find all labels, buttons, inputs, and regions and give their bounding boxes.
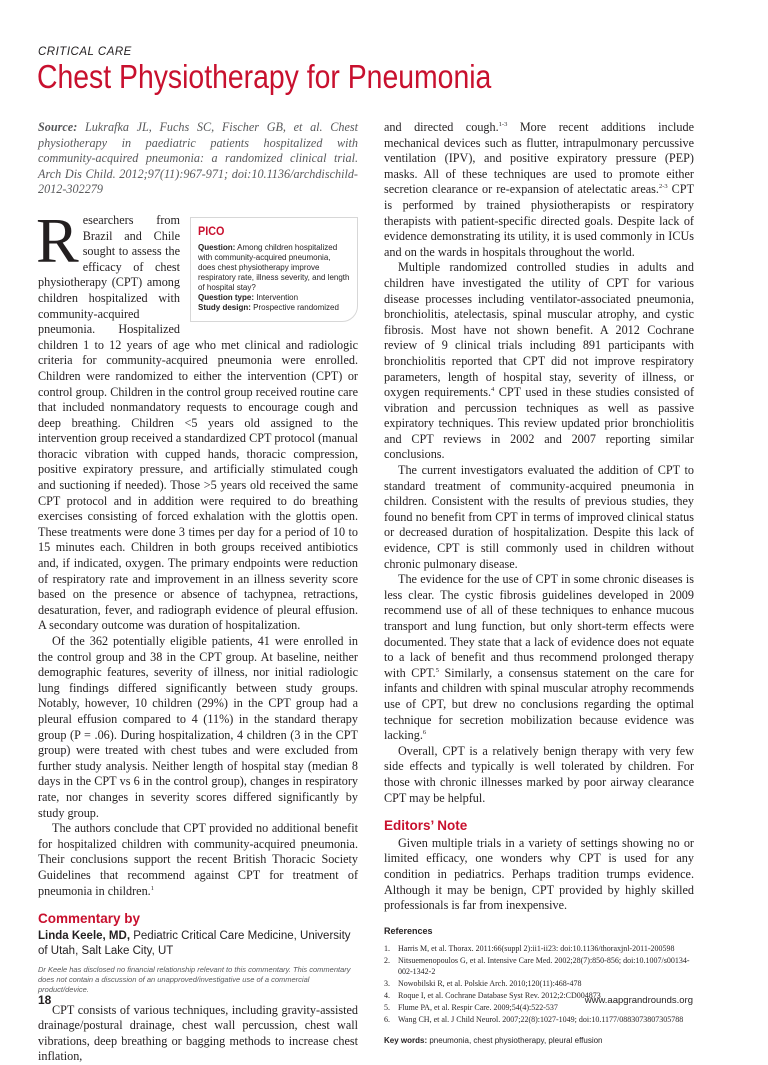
pico-design-label: Study design: — [198, 302, 251, 312]
drop-cap: R — [36, 204, 79, 276]
commentary-author-line — [38, 929, 358, 959]
pico-question-text: Among children hospitalized with community-acquired pneumonia, does chest physiotherapy improve respiratory rate, illness severity, and length of hospital stay? — [198, 242, 350, 292]
references-heading: References — [384, 925, 433, 936]
footer-url: www.aapgrandrounds.org — [584, 995, 693, 1006]
reference-number: 2. — [384, 956, 390, 966]
pico-title: PICO — [198, 223, 225, 238]
commentary-paragraph-4 — [384, 572, 694, 744]
reference-marker: 6 — [422, 729, 427, 737]
article-title: Chest Physiotherapy for Pneumonia — [37, 58, 492, 95]
commentary-paragraph-5: Overall, CPT is a relatively benign therapy with very few side effects and typically is well tolerated by children. For those with chronic illnesses marked by poor airway clearance CPT may be helpful. — [384, 743, 694, 805]
commentary-paragraph-1: CPT consists of various techniques, including gravity-assisted drainage/postural drainage, chest wall percussion, chest wall vibrations, deep breathing or bagging methods to increase chest inflation, — [38, 1002, 358, 1064]
commentary-paragraph-2 — [384, 260, 694, 463]
reference-number: 5. — [384, 1003, 390, 1013]
commentary-p4-text: The evidence for the use of CPT in some chronic diseases is less clear. The cystic fibrosis guidelines developed in 2009 recommend use of all of these techniques to enhance mucous transport and lung function, but only short-term effects were documented. They state that a lack of evidence does not equate to a lack of benefit and thus recommend prolonged therapy with CPT. — [384, 572, 694, 680]
commentary-heading: Commentary by — [38, 911, 141, 927]
article-paragraph-1-text: esearchers from Brazil and Chile sought to assess the efficacy of chest physiotherapy (CPT) among children hospitalized with community-acquired pneumonia. Hospitalized children 1 to 12 years of age who met clinical and radiologic criteria for community-acquired pneumonia were enrolled. Children were randomized to either the intervention (CPT) or control group. Children in the control group received routine care that included nonmandatory requests to encourage cough and deep breathing. Children <5 years old assigned to the intervention group received a standardized CPT protocol (manual thoracic vibration with cupped hands, thoracic compression, positive expiratory pressure, and artificially stimulated cough and suctioning if needed). Those >5 years old received the same CPT protocol and in addition were required to do breathing exercises consisting of forced exhalation with the glottis open. These treatments were done 3 times per day for a period of 10 to 15 minutes each. Children in both groups received antibiotics and, if indicated, oxygen. The primary endpoints were reduction of respiratory rate and improvement in an illness severity score based on the presence or absence of tachypnea, retractions, desaturation, fever, and radiograph evidence of pleural effusion. A secondary outcome was duration of hospitalization. — [38, 212, 358, 633]
disclosure: Dr Keele has disclosed no financial relationship relevant to this commentary. This commentary does not contain a discussion of an unapproved/investigative use of a commercial product/device. — [38, 964, 351, 994]
reference-marker: 2-3 — [658, 183, 668, 191]
reference-text: Flume PA, et al. Respir Care. 2009;54(4):522-537 — [398, 1003, 558, 1013]
reference-text: Nitsuemenopoulos G, et al. Intensive Care Med. 2002;28(7):850-856; doi:10.1007/s00134-002-1342-2 — [398, 956, 690, 977]
commentary-p1-end: CPT is performed by trained physiotherapists or respiratory therapists with patient-specific directed goals. Despite lack of evidence demonstrating its utility, it is used commonly in ICUs and on the wards in hospitals throughout the world. — [384, 182, 695, 259]
pico-type-label: Question type: — [198, 292, 255, 302]
page-number: 18 — [38, 993, 52, 1007]
commentary-paragraph-1-cont — [384, 120, 694, 260]
editors-note-heading: Editors’ Note — [384, 818, 468, 834]
source-label: Source: — [38, 120, 78, 134]
reference-item — [384, 955, 694, 977]
pico-box — [190, 217, 358, 322]
keywords-label: Key words: — [384, 1036, 428, 1046]
left-column — [38, 120, 358, 1065]
reference-number: 4. — [384, 991, 390, 1001]
references-list — [384, 943, 694, 1025]
keywords — [384, 1033, 694, 1049]
article-paragraph-3-text: The authors conclude that CPT provided no additional benefit for hospitalized children with community-acquired pneumonia. Their conclusions support the recent British Thoracic Society Guidelines that recommend against CPT for treatment of pneumonia in children. — [38, 821, 358, 898]
reference-number: 1. — [384, 944, 390, 954]
reference-item — [384, 978, 694, 989]
commentary-p4-end: Similarly, a consensus statement on the care for infants and children with spinal muscular atrophy recommends use of CPT, but drew no conclusions regarding the optimal technique for secretion mobilization because evidence was lacking. — [384, 665, 694, 743]
section-label: CRITICAL CARE — [38, 46, 132, 58]
pico-design-text: Prospective randomized — [253, 302, 339, 312]
pico-design — [198, 303, 350, 313]
reference-marker: 1-3 — [498, 120, 508, 128]
commentary-p2-text: Multiple randomized controlled studies in adults and children have investigated the utility of CPT for various disease processes including ventilator-associated pneumonia, bronchiolitis, atelectasis, spinal muscular atrophy, and cystic fibrosis. Most have not shown benefit. A 2012 Cochrane review of 9 clinical trials including 891 participants with bronchiolitis reported that CPT did not improve respiratory parameters, length of hospital stay, severity of illness, or oxygen requirements. — [384, 260, 694, 400]
reference-text: Roque I, et al. Cochrane Database Syst Rev. 2012;2:CD004873 — [398, 991, 601, 1001]
reference-marker: 4 — [491, 386, 495, 394]
commentary-p1-cont-text: and directed cough. — [384, 120, 499, 134]
commentary-p1-rest: More recent additions include mechanical devices such as flutter, intrapulmonary percussive ventilation (IPV), and positive expiratory pressure (PEP) masks. All of these techniques are used to promote either secretion clearance or re-expansion of atelectatic areas. — [384, 120, 694, 197]
reference-text: Wang CH, et al. J Child Neurol. 2007;22(8):1027-1049; doi:10.1177/0883073807305788 — [398, 1015, 684, 1025]
pico-type-text: Intervention — [256, 292, 299, 302]
reference-marker: 1 — [150, 884, 154, 892]
commentary-paragraph-3: The current investigators evaluated the addition of CPT to standard treatment of community-acquired pneumonia in children. Consistent with the results of previous studies, they found no benefit from CPT in terms of improved clinical status or decreased duration of hospitalization. Despite this lack of evidence, CPT is still commonly used in children without chronic pulmonary disease. — [384, 463, 694, 571]
keywords-text: pneumonia, chest physiotherapy, pleural effusion — [429, 1036, 603, 1046]
commentary-p2-end: CPT used in these studies consisted of vibration and percussion techniques as well as passive expiratory techniques. This review updated prior bronchiolitis and CPT reviews in 2002 and 2007 reporting similar conclusions. — [384, 385, 695, 462]
source-text: Lukrafka JL, Fuchs SC, Fischer GB, et al. Chest physiotherapy in paediatric patients hospitalized with community-acquired pneumonia: a randomized clinical trial. Arch Dis Child. 2012;97(11):967-971; doi:10.1136/archdischild-2012-302279 — [38, 120, 359, 197]
article-paragraph-2: Of the 362 potentially eligible patients, 41 were enrolled in the control group and 38 in the CPT group. At baseline, neither demographic features, severity of illness, nor initial radiologic lung findings differed significantly between study groups. Notably, however, 10 children (29%) in the CPT group had a pleural effusion compared to 4 (11%) in the standard therapy group (P = .06). During hospitalization, 4 children (3 in the CPT group) were treated with chest tubes and were excluded from further study analysis. Neither length of hospital stay (median 8 days in the CPT vs 6 in the control group), changes in respiratory rate, nor changes in severity scores differed significantly by study group. — [38, 634, 358, 820]
commentary-author: Linda Keele, MD, — [38, 929, 131, 942]
reference-number: 3. — [384, 979, 390, 989]
reference-text: Nowobilski R, et al. Polskie Arch. 2010;120(11):468-478 — [398, 979, 582, 989]
editors-note-text: Given multiple trials in a variety of settings showing no or limited efficacy, one wonders why CPT is used for any condition in pediatrics. Perhaps tradition trumps evidence. Although it may be benign, CPT provided by highly skilled professionals is far from inexpensive. — [384, 835, 694, 913]
pico-question — [198, 243, 350, 293]
right-column — [384, 120, 694, 1049]
commentary-affiliation: Pediatric Critical Care Medicine, University of Utah, Salt Lake City, UT — [38, 929, 351, 957]
article-paragraph-3 — [38, 821, 358, 899]
reference-marker: 5 — [435, 666, 439, 674]
pico-question-label: Question: — [198, 242, 236, 252]
reference-item — [384, 943, 694, 954]
reference-number: 6. — [384, 1015, 390, 1025]
source-citation — [38, 120, 358, 198]
pico-type — [198, 293, 350, 303]
reference-text: Harris M, et al. Thorax. 2011:66(suppl 2):ii1-ii23: doi:10.1136/thoraxjnl-2011-200598 — [398, 944, 675, 954]
